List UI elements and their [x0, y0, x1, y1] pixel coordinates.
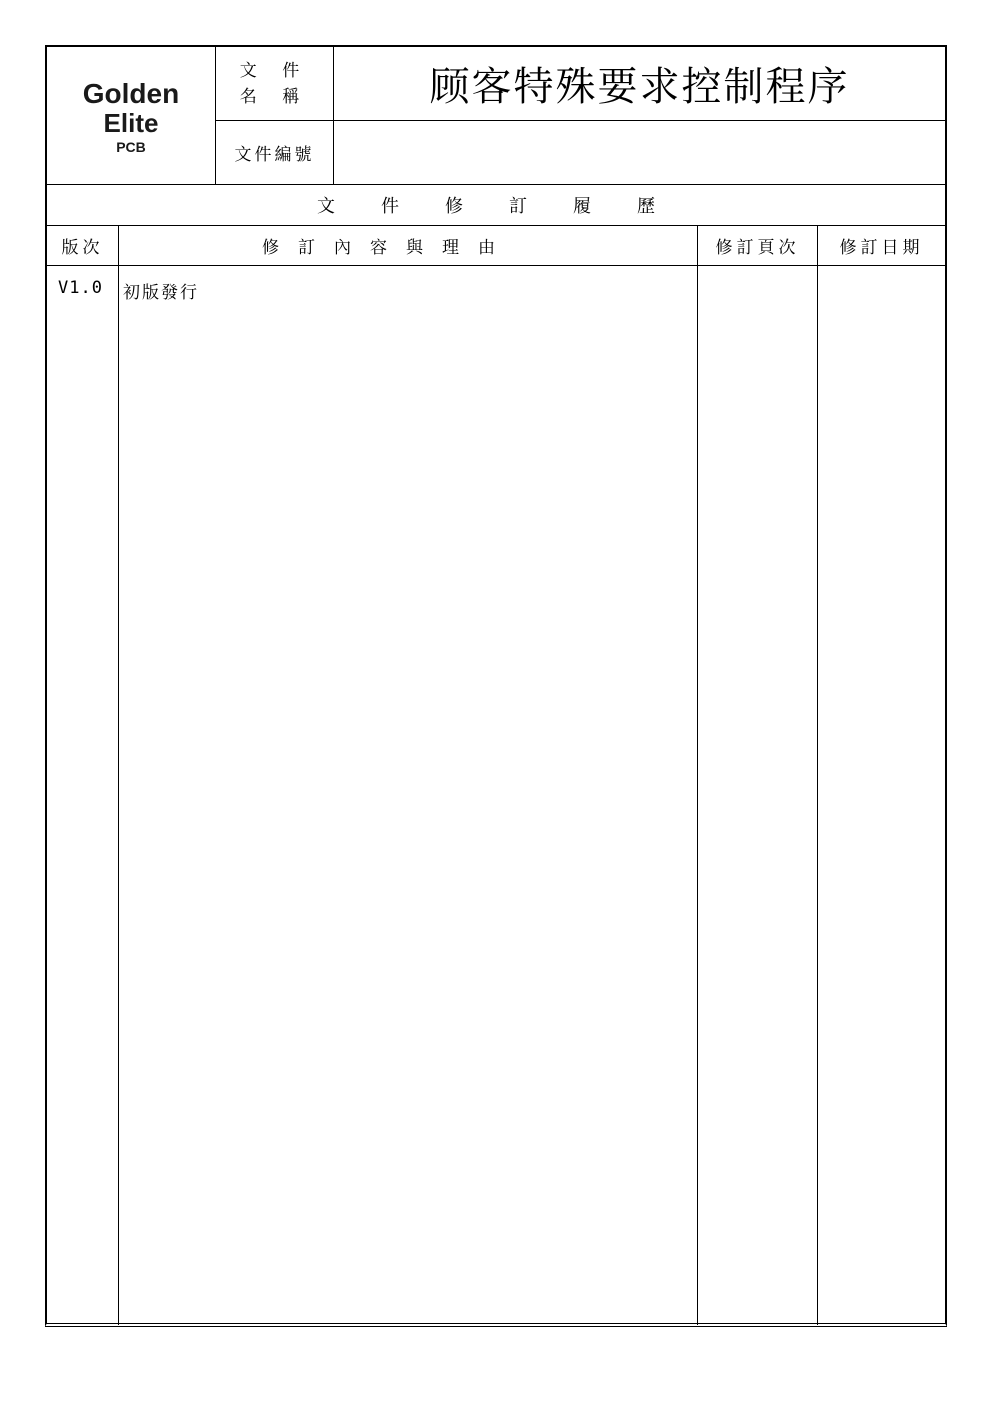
column-header-version: 版次 [61, 238, 104, 258]
row-version: V1.0 [58, 278, 103, 298]
column-header-pages: 修訂頁次 [715, 238, 800, 258]
column-header-date: 修訂日期 [839, 238, 924, 258]
divider [118, 226, 119, 1325]
logo-line-golden: Golden [82, 77, 180, 109]
column-header-content: 修訂內容與理由 [262, 238, 514, 258]
doc-name-label-line2: 名 稱 [239, 86, 310, 107]
divider [817, 226, 818, 1325]
doc-number-label: 文件編號 [234, 145, 315, 165]
doc-name-label-line1: 文 件 [239, 60, 310, 81]
divider [697, 226, 698, 1325]
document-frame [45, 45, 947, 1327]
row-content: 初版發行 [123, 283, 199, 303]
revision-history-heading: 文件修訂履歷 [317, 196, 701, 217]
logo-line-elite: Elite [103, 107, 159, 138]
company-logo [47, 47, 215, 184]
logo-line-pcb: PCB [116, 138, 146, 155]
divider [47, 265, 945, 266]
doc-number-value [334, 121, 945, 184]
document-title: 顾客特殊要求控制程序 [429, 64, 850, 110]
doc-name-label [216, 47, 333, 120]
